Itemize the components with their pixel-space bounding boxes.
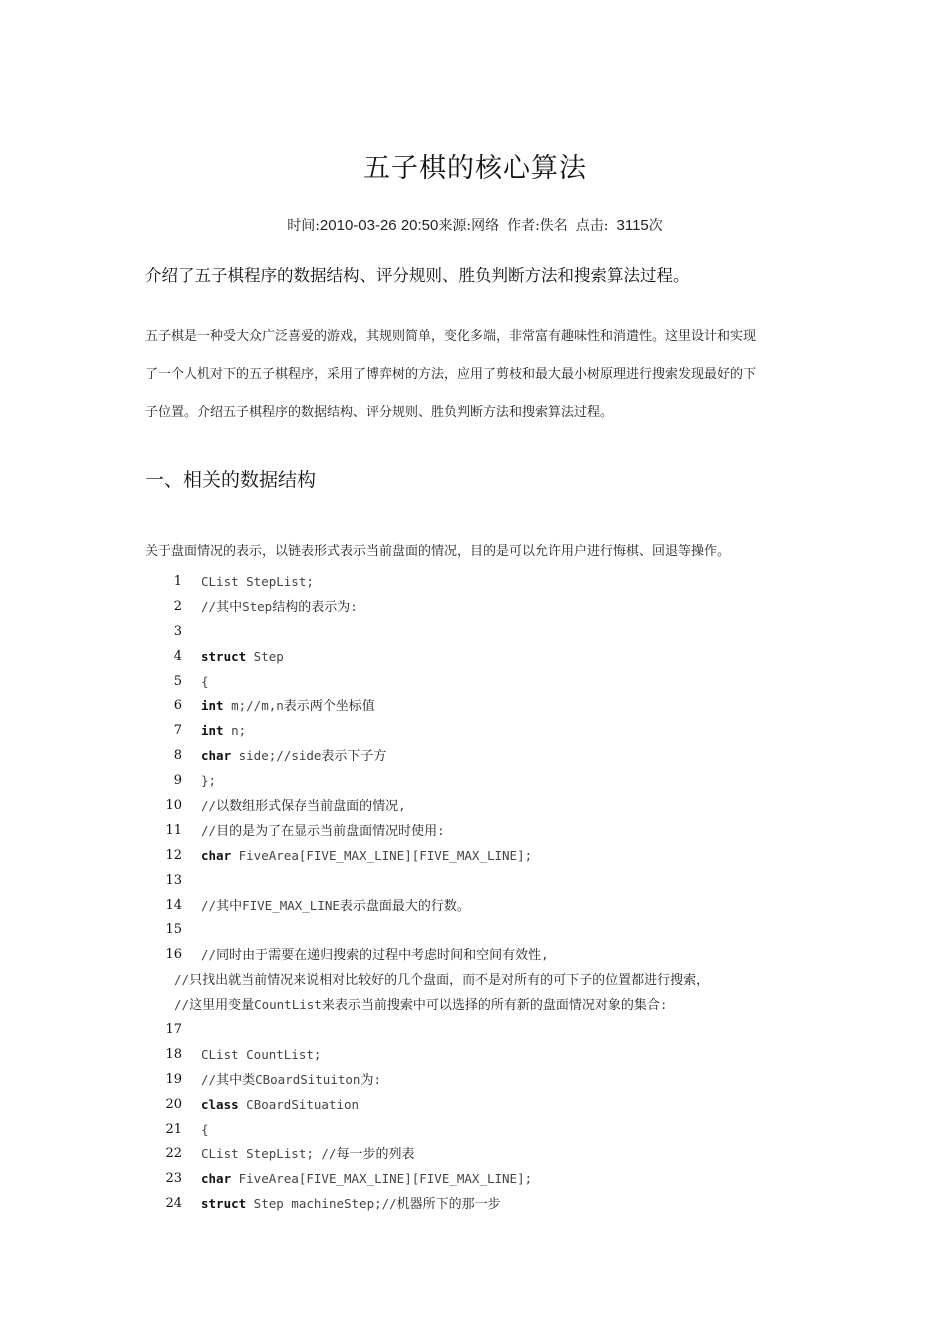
code-content: //其中类CBoardSituiton为: <box>201 1071 381 1088</box>
code-line <box>0 1167 950 1192</box>
code-line-number: 12 <box>165 847 182 863</box>
code-line <box>0 620 950 645</box>
code-content: n; <box>223 723 247 739</box>
code-line-number: 8 <box>173 748 182 764</box>
article-summary: 介绍了五子棋程序的数据结构、评分规则、胜负判断方法和搜索算法过程。 <box>145 266 690 285</box>
meta-time-label: 时间: <box>287 218 320 234</box>
code-content: //同时由于需要在递归搜索的过程中考虑时间和空间有效性, <box>201 947 549 964</box>
code-keyword: char <box>201 847 232 863</box>
code-content: side;//side表示下子方 <box>231 748 387 765</box>
code-line-number: 9 <box>173 773 182 789</box>
code-keyword: char <box>201 1171 232 1187</box>
article-title: 五子棋的核心算法 <box>363 153 587 184</box>
code-line-number: 10 <box>165 798 182 814</box>
code-line-number: 20 <box>165 1096 182 1112</box>
code-content: CList StepList; //每一步的列表 <box>201 1146 415 1163</box>
code-line <box>0 1118 950 1143</box>
code-keyword: struct <box>201 1196 247 1212</box>
code-line <box>0 819 950 844</box>
code-line-text <box>174 993 667 1019</box>
code-line <box>0 719 950 744</box>
code-line <box>0 1192 950 1217</box>
code-content: //只找出就当前情况来说相对比较好的几个盘面，而不是对所有的可下子的位置都进行搜索， <box>174 972 710 989</box>
code-line-number: 5 <box>173 673 182 689</box>
intro-line: 了一个人机对下的五子棋程序，采用了博弈树的方法，应用了剪枝和最大最小树原理进行搜索发现最好的下 <box>145 367 757 382</box>
code-content: CList StepList; <box>201 574 314 589</box>
code-content: Step machineStep;//机器所下的那一步 <box>246 1196 501 1213</box>
code-line-number: 18 <box>165 1046 182 1062</box>
code-line-number: 13 <box>165 872 182 888</box>
code-keyword: struct <box>201 648 247 664</box>
code-line-number: 19 <box>165 1071 182 1087</box>
code-line-number: 11 <box>165 822 182 838</box>
code-line-number: 1 <box>173 574 182 589</box>
code-line-text <box>201 595 358 621</box>
code-line <box>0 869 950 894</box>
code-line-text <box>201 694 375 720</box>
code-line <box>0 595 950 620</box>
code-line <box>0 844 950 869</box>
code-listing <box>0 570 950 1217</box>
code-line <box>0 1018 950 1043</box>
code-content: }; <box>201 773 217 789</box>
intro-paragraph <box>145 318 825 432</box>
code-keyword: class <box>201 1096 239 1112</box>
code-line-number: 22 <box>165 1146 182 1162</box>
code-content: //以数组形式保存当前盘面的情况, <box>201 798 406 815</box>
code-line-text <box>201 1192 501 1218</box>
code-line <box>0 645 950 670</box>
intro-line: 五子棋是一种受大众广泛喜爱的游戏，其规则简单，变化多端，非常富有趣味性和消遣性。这里设计和实现 <box>145 329 757 344</box>
code-line-number: 16 <box>165 947 182 963</box>
code-line-number: 21 <box>165 1121 182 1137</box>
code-content: //目的是为了在显示当前盘面情况时使用: <box>201 822 445 839</box>
code-line-number: 15 <box>165 922 182 938</box>
code-line-number: 6 <box>173 698 182 714</box>
code-line <box>0 794 950 819</box>
code-line <box>0 1043 950 1068</box>
code-content: //其中FIVE_MAX_LINE表示盘面最大的行数。 <box>201 897 470 914</box>
code-line <box>0 694 950 719</box>
code-line <box>0 894 950 919</box>
meta-time-value: 2010-03-26 20:50 <box>319 217 439 234</box>
meta-clicks-value: 3115 <box>616 217 649 234</box>
code-line <box>0 670 950 695</box>
code-line <box>0 570 950 595</box>
code-line <box>0 1068 950 1093</box>
meta-author: 作者:佚名 <box>507 218 568 234</box>
article-meta <box>0 215 950 235</box>
code-line-text <box>201 1142 414 1168</box>
code-line-text <box>201 819 445 845</box>
code-content: FiveArea[FIVE_MAX_LINE][FIVE_MAX_LINE]; <box>231 847 533 863</box>
code-line <box>0 1142 950 1167</box>
code-content: //其中Step结构的表示为: <box>201 598 358 615</box>
code-line <box>0 769 950 794</box>
code-keyword: int <box>201 723 224 739</box>
meta-clicks-unit: 次 <box>648 218 663 234</box>
intro-line: 子位置。介绍五子棋程序的数据结构、评分规则、胜负判断方法和搜索算法过程。 <box>145 405 614 420</box>
code-line-text <box>201 1043 321 1068</box>
code-line-number: 2 <box>173 598 182 614</box>
code-line-text <box>201 744 386 770</box>
code-line-number: 3 <box>173 623 182 639</box>
code-line-text <box>201 1167 532 1192</box>
code-line <box>0 968 950 993</box>
code-line-number: 7 <box>173 723 182 739</box>
code-line-number: 17 <box>165 1022 182 1038</box>
code-line <box>0 993 950 1018</box>
code-line <box>0 918 950 943</box>
code-line <box>0 744 950 769</box>
code-line-number: 24 <box>165 1196 182 1212</box>
code-line-text <box>201 719 246 744</box>
code-line-number: 23 <box>165 1171 182 1187</box>
code-line-text <box>201 670 209 695</box>
section-paragraph: 关于盘面情况的表示，以链表形式表示当前盘面的情况，目的是可以允许用户进行悔棋、回退等操作。 <box>145 544 731 559</box>
code-line <box>0 943 950 968</box>
code-line <box>0 1093 950 1118</box>
code-line-text <box>201 769 216 794</box>
code-keyword: int <box>201 698 224 714</box>
code-line-text <box>174 968 709 994</box>
code-content: CList CountList; <box>201 1046 322 1062</box>
code-line-number: 14 <box>165 897 182 913</box>
code-line-number: 4 <box>173 648 182 664</box>
meta-clicks-label: 点击: <box>575 218 609 234</box>
section-heading: 一、相关的数据结构 <box>145 469 317 491</box>
code-line-text <box>201 943 549 969</box>
code-line-text <box>201 794 406 820</box>
meta-source: 来源:网络 <box>438 218 500 234</box>
code-content: m;//m,n表示两个坐标值 <box>223 698 375 715</box>
code-content: { <box>201 1121 209 1137</box>
code-line-text <box>201 894 470 920</box>
code-keyword: char <box>201 748 232 764</box>
code-line-text <box>201 1118 209 1143</box>
code-content: FiveArea[FIVE_MAX_LINE][FIVE_MAX_LINE]; <box>231 1171 533 1187</box>
code-content: Step <box>246 648 284 664</box>
code-line-text <box>201 1068 381 1094</box>
code-line-text <box>201 1093 359 1118</box>
code-content: CBoardSituation <box>238 1096 360 1112</box>
code-line-text <box>201 570 314 595</box>
code-line-text <box>201 645 284 670</box>
code-line-text <box>201 844 532 869</box>
code-content: { <box>201 673 209 689</box>
code-content: //这里用变量CountList来表示当前搜索中可以选择的所有新的盘面情况对象的集合: <box>174 997 668 1014</box>
